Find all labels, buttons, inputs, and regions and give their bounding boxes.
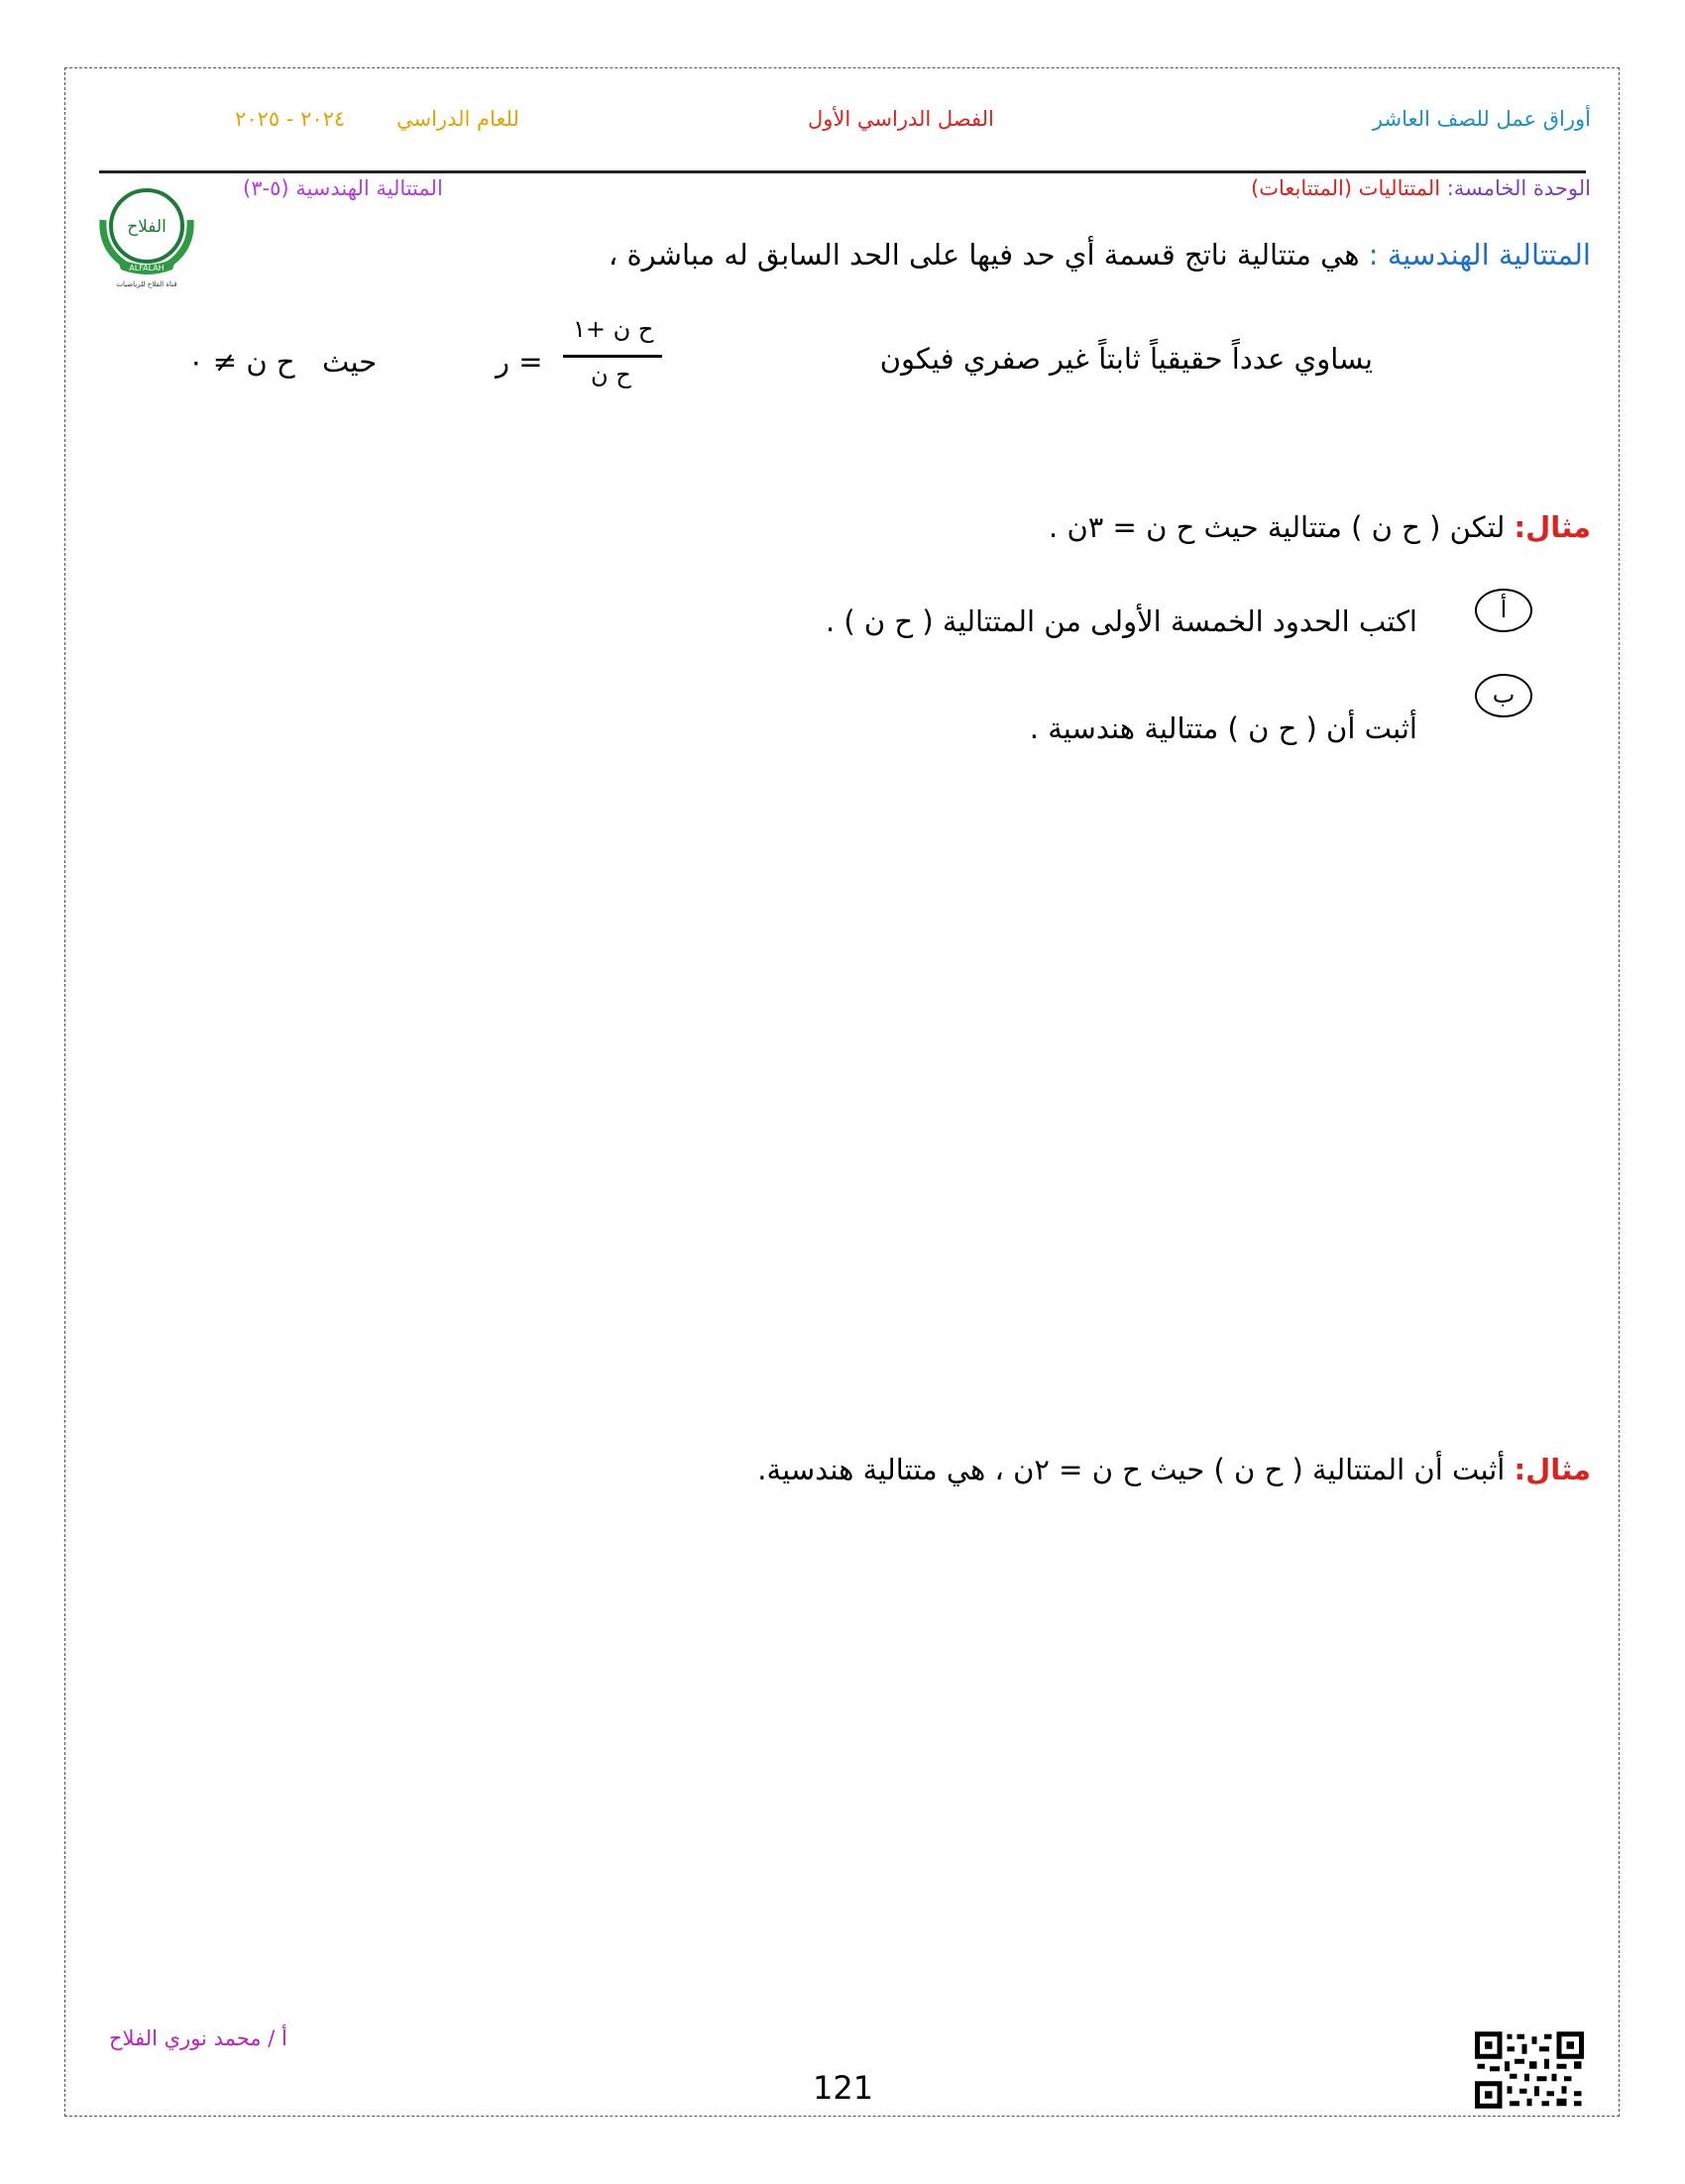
page-border xyxy=(64,67,1620,2117)
definition-separator: : xyxy=(1359,238,1388,272)
unit-heading xyxy=(1251,176,1591,200)
example-2 xyxy=(757,1453,1591,1486)
example-1-text: لتكن ( ح ن ) متتالية حيث ح ن = ٣ن . xyxy=(1049,510,1506,544)
logo-name: الفلاح xyxy=(127,217,167,237)
fraction-numerator: ح ن +١ xyxy=(573,315,654,343)
worksheet-title: أوراق عمل للصف العاشر xyxy=(1372,107,1591,131)
alfalah-logo xyxy=(87,180,206,289)
example-1-label: مثال: xyxy=(1514,510,1591,544)
part-a-marker: أ xyxy=(1475,589,1532,632)
unit-label: الوحدة الخامسة: xyxy=(1446,176,1591,200)
part-b-text: أثبت أن ( ح ن ) متتالية هندسية . xyxy=(1029,711,1417,745)
header-rule xyxy=(99,170,1586,173)
example-1 xyxy=(1049,510,1591,544)
lesson-heading: المتتالية الهندسية (٥-٣) xyxy=(243,176,443,200)
example-2-label: مثال: xyxy=(1514,1453,1591,1486)
definition-term: المتتالية الهندسية xyxy=(1387,238,1591,272)
year-label: للعام الدراسي xyxy=(396,107,519,131)
where-word: حيث xyxy=(322,345,378,379)
definition xyxy=(609,238,1591,272)
school-year: ٢٠٢٤ - ٢٠٢٥ xyxy=(235,107,346,131)
logo-caption: قناة الفلاح للرياضيات xyxy=(116,280,177,288)
page-number: 121 xyxy=(813,2069,874,2107)
nonzero-condition: ح ن ≠ ٠ xyxy=(188,345,295,379)
logo-latin: ALFALAH xyxy=(129,264,165,273)
equals-r: = ر xyxy=(496,345,543,379)
part-b-marker: ب xyxy=(1475,674,1532,717)
part-a-text: اكتب الحدود الخمسة الأولى من المتتالية ( ح ن ) . xyxy=(825,604,1417,638)
example-2-text: أثبت أن المتتالية ( ح ن ) حيث ح ن = ٢ن ، هي متتالية هندسية. xyxy=(757,1453,1506,1486)
qr-code-icon xyxy=(1475,2031,1584,2109)
ratio-fraction xyxy=(563,315,662,394)
fraction-denominator: ح ن xyxy=(591,361,631,388)
semester: الفصل الدراسي الأول xyxy=(808,107,994,131)
author: أ / محمد نوري الفلاح xyxy=(109,2026,287,2050)
definition-text: هي متتالية ناتج قسمة أي حد فيها على الحد السابق له مباشرة ، xyxy=(608,238,1360,272)
unit-value: المتتاليات (المتتابعات) xyxy=(1251,176,1441,200)
fraction-bar xyxy=(563,355,662,358)
formula-text: يساوي عدداً حقيقياً ثابتاً غير صفري فيكون xyxy=(879,342,1373,376)
